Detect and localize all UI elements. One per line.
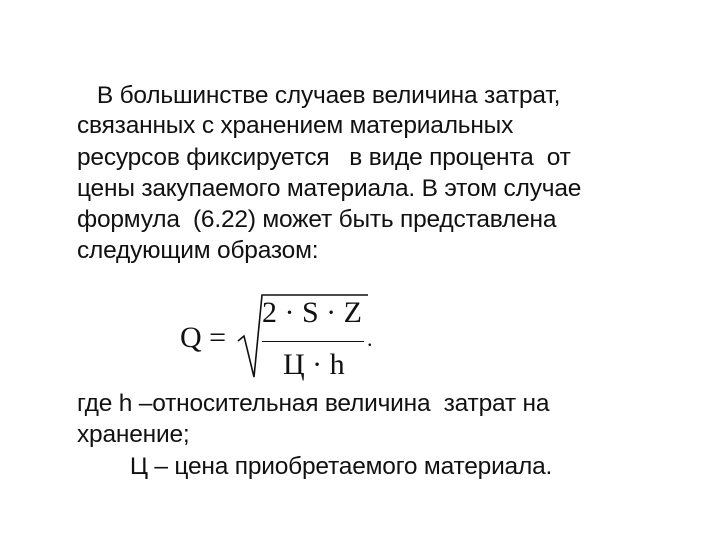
formula-numerator: 2 · S · Z [262, 296, 362, 329]
paragraph-line: ресурсов фиксируется в виде процента от [77, 144, 571, 171]
paragraph-line: цены закупаемого материала. В этом случае [77, 175, 582, 202]
square-root-sign [238, 289, 368, 385]
paragraph-line: В большинстве случаев величина затрат, [77, 82, 561, 109]
paragraph-line: следующим образом: [77, 237, 319, 264]
fraction-bar [262, 341, 364, 342]
formula-period: . [367, 326, 373, 351]
definition-line: Ц – цена приобретаемого материала. [77, 453, 553, 480]
paragraph-line: формула (6.22) может быть представлена [77, 206, 557, 233]
definition-line: хранение; [77, 421, 190, 448]
formula-lhs: Q = [180, 321, 227, 354]
formula-denominator: Ц · h [283, 348, 345, 381]
paragraph-line: связанных с хранением материальных [77, 112, 514, 139]
definition-line: где h –относительная величина затрат на [77, 390, 550, 417]
